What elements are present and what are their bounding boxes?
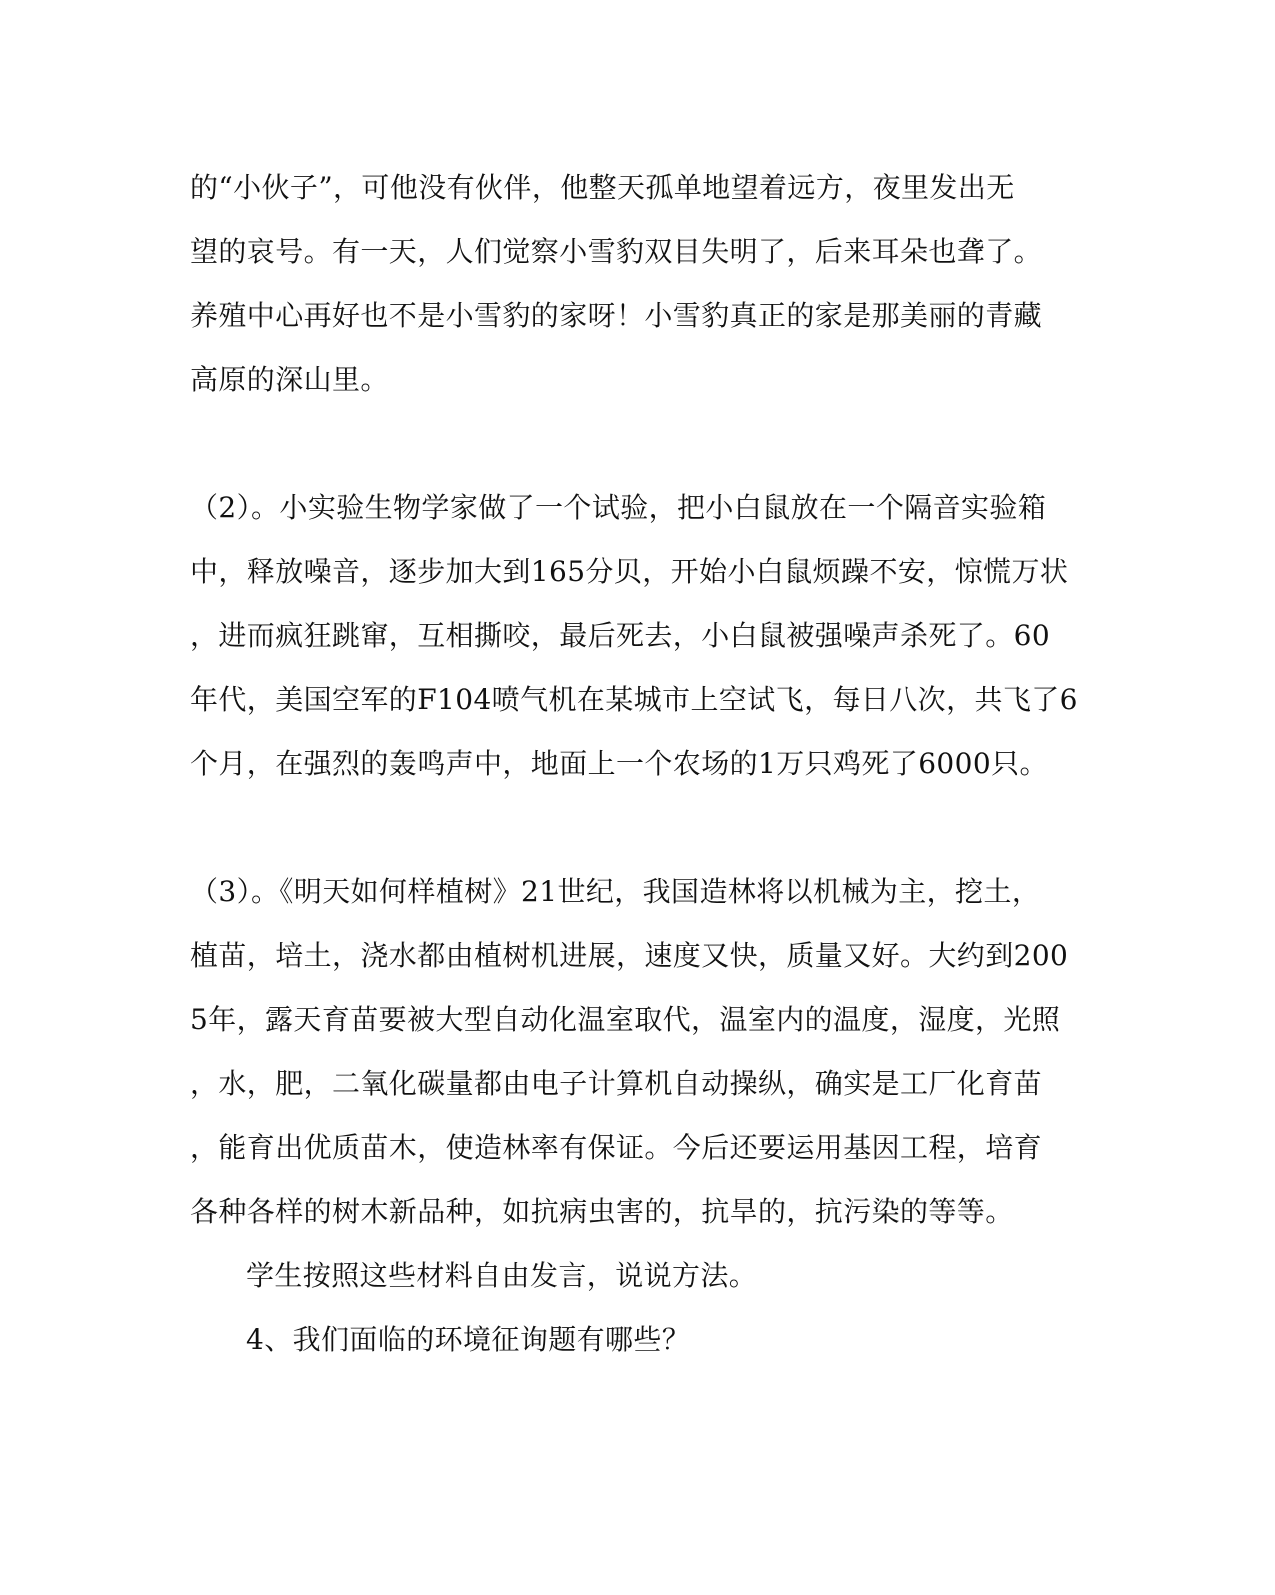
p3-line-4: ，水，肥，二氧化碳量都由电子计算机自动操纵，确实是工厂化育苗 (190, 1067, 1043, 1100)
p1-line-3: 养殖中心再好也不是小雪豹的家呀！小雪豹真正的家是那美丽的青藏 (190, 299, 1043, 332)
p3-line-1: （3）。《明天如何样植树》21世纪，我国造林将以机械为主，挖土， (190, 875, 1041, 908)
p2-line-5: 个月，在强烈的轰鸣声中，地面上一个农场的1万只鸡死了6000只。 (190, 747, 1048, 780)
p2-line-1: （2）。小实验生物学家做了一个试验，把小白鼠放在一个隔音实验箱 (190, 491, 1047, 524)
p1-line-4: 高原的深山里。 (190, 363, 389, 396)
p3-line-3: 5年，露天育苗要被大型自动化温室取代，温室内的温度，湿度，光照 (190, 1003, 1061, 1036)
p2-line-4: 年代，美国空军的F104喷气机在某城市上空试飞，每日八次，共飞了6 (190, 683, 1078, 716)
p4-line-1: 学生按照这些材料自由发言，说说方法。 (246, 1259, 758, 1292)
p3-line-2: 植苗，培土，浇水都由植树机进展，速度又快，质量又好。大约到200 (190, 939, 1069, 972)
p3-line-6: 各种各样的树木新品种，如抗病虫害的，抗旱的，抗污染的等等。 (190, 1195, 1014, 1228)
p2-line-3: ，进而疯狂跳窜，互相撕咬，最后死去，小白鼠被强噪声杀死了。60 (190, 619, 1051, 652)
p1-line-1: 的“小伙子”，可他没有伙伴，他整天孤单地望着远方，夜里发出无 (190, 171, 1015, 204)
p1-line-2: 望的哀号。有一天，人们觉察小雪豹双目失明了，后来耳朵也聋了。 (190, 235, 1043, 268)
p2-line-2: 中，释放噪音，逐步加大到165分贝，开始小白鼠烦躁不安，惊慌万状 (190, 555, 1069, 588)
p5-line-1: 4、我们面临的环境征询题有哪些？ (246, 1323, 691, 1356)
p3-line-5: ，能育出优质苗木，使造林率有保证。今后还要运用基因工程，培育 (190, 1131, 1043, 1164)
